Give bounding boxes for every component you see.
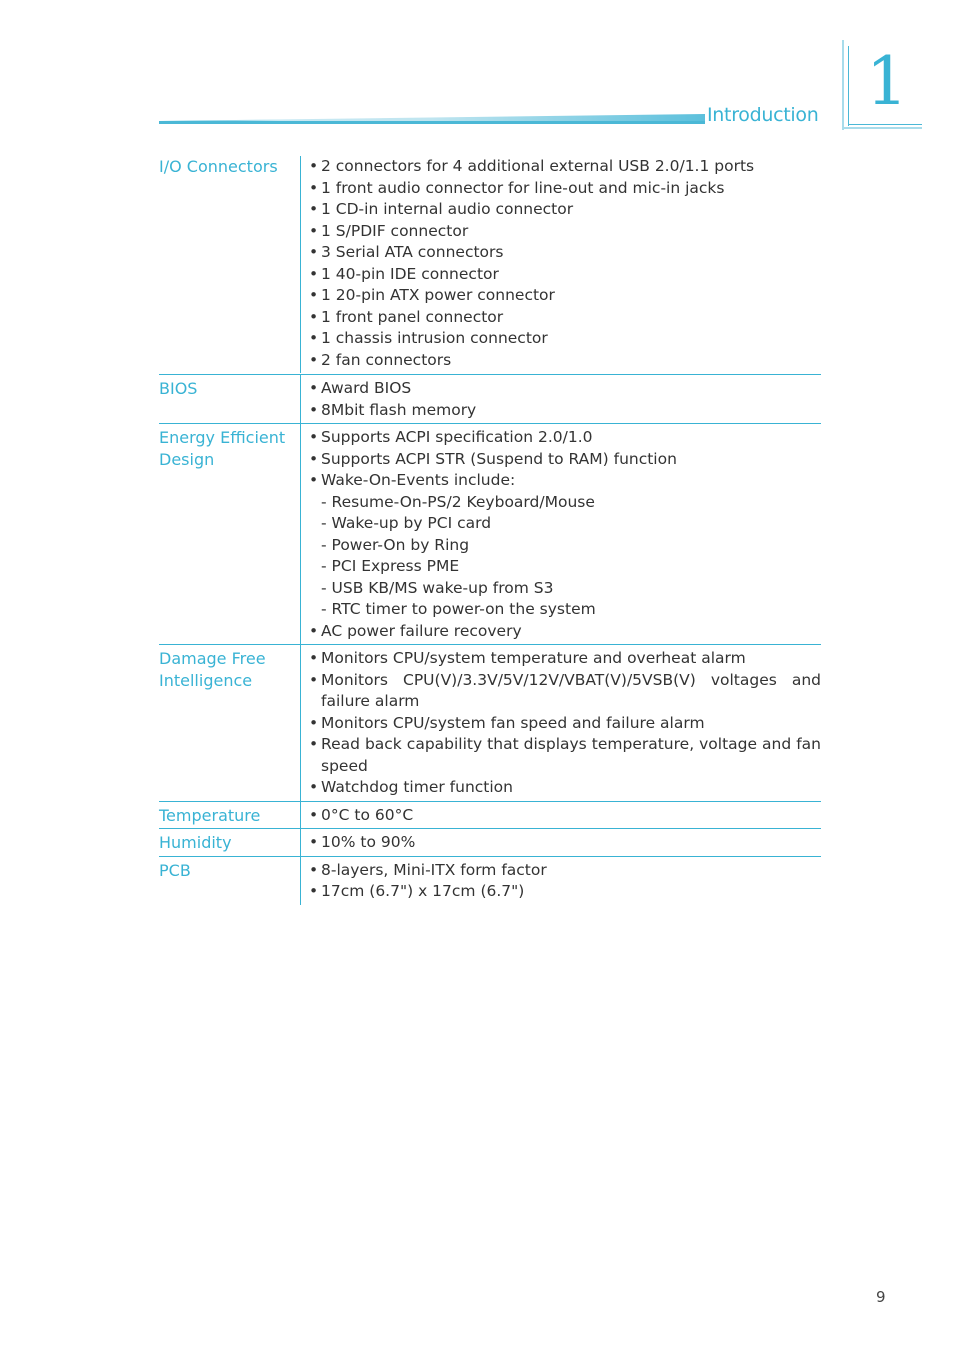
list-item: • AC power failure recovery [309,621,522,640]
list-item: • 2 fan connectors [309,350,452,369]
list-item: • Award BIOS [309,379,412,397]
spec-label: I/O Connectors [159,157,278,176]
list-item: • 3 Serial ATA connectors [309,243,504,261]
spec-content [300,156,821,373]
list-item: • Read back capability that displays temperature, voltage and fan speed [309,735,821,775]
list-item: • 0°C to 60°C [309,805,414,824]
list-item: • Watchdog timer function [309,778,513,796]
spec-row-damage-free-intelligence [159,645,821,802]
section-title: Introduction [707,104,819,126]
page-number: 9 [876,1288,886,1306]
sub-list-item: - RTC timer to power-on the system [321,600,596,618]
list-item: • 1 40-pin IDE connector [309,264,499,283]
spec-label: PCB [159,860,191,880]
spec-content [300,857,821,905]
chapter-frame-left-inner [848,46,849,126]
list-item: • 1 front audio connector for line-out and mic-in jacks [309,178,725,197]
list-item: • 1 front panel connector [309,307,504,326]
spec-table [159,156,821,905]
spec-content [300,375,821,423]
header-rule [159,121,705,124]
chapter-frame-bottom [842,127,922,129]
list-item: • Monitors CPU/system temperature and overheat alarm [309,649,746,667]
spec-label: Humidity [159,833,232,852]
spec-row-temperature [159,802,821,830]
list-item: • 1 chassis intrusion connector [309,329,548,347]
spec-label: Damage Free Intelligence [159,649,266,690]
list-item: • 17cm (6.7") x 17cm (6.7") [309,882,525,900]
sub-list-item: - PCI Express PME [321,557,460,575]
spec-label: Temperature [159,805,261,825]
list-item: • Monitors CPU(V)/3.3V/5V/12V/VBAT(V)/5VSB(V) voltages and failure alarm [309,670,821,710]
spec-content [300,829,821,856]
list-item: • 8-layers, Mini-ITX form factor [309,860,547,879]
list-item: • 2 connectors for 4 additional external USB 2.0/1.1 ports [309,157,755,175]
list-item: • Supports ACPI specification 2.0/1.0 [309,428,593,446]
list-item: • 10% to 90% [309,833,416,851]
list-item: • Wake-On-Events include: [309,471,516,489]
spec-content [300,424,821,644]
sub-list-item: - Resume-On-PS/2 Keyboard/Mouse [321,492,595,511]
sub-list-item: - Power-On by Ring [321,535,470,554]
spec-row-humidity [159,829,821,857]
list-item: • Monitors CPU/system fan speed and failure alarm [309,713,705,732]
spec-row-bios [159,375,821,424]
list-item: • 1 20-pin ATX power connector [309,286,555,304]
chapter-frame-bottom-inner [848,124,922,125]
sub-list-item: - USB KB/MS wake-up from S3 [321,578,554,597]
chapter-marker [842,40,922,130]
chapter-number: 1 [866,43,908,120]
spec-row-io-connectors [159,156,821,375]
spec-row-pcb [159,857,821,905]
spec-content [300,645,821,801]
chapter-frame-left [842,40,844,130]
list-item: • 1 CD-in internal audio connector [309,200,574,218]
spec-label: Energy Efficient Design [159,428,286,469]
sub-list-item: - Wake-up by PCI card [321,514,492,532]
list-item: • 1 S/PDIF connector [309,221,469,240]
spec-row-energy-efficient-design [159,424,821,645]
spec-label: BIOS [159,379,198,398]
list-item: • Supports ACPI STR (Suspend to RAM) function [309,449,677,468]
list-item: • 8Mbit flash memory [309,400,477,419]
spec-content [300,802,821,829]
